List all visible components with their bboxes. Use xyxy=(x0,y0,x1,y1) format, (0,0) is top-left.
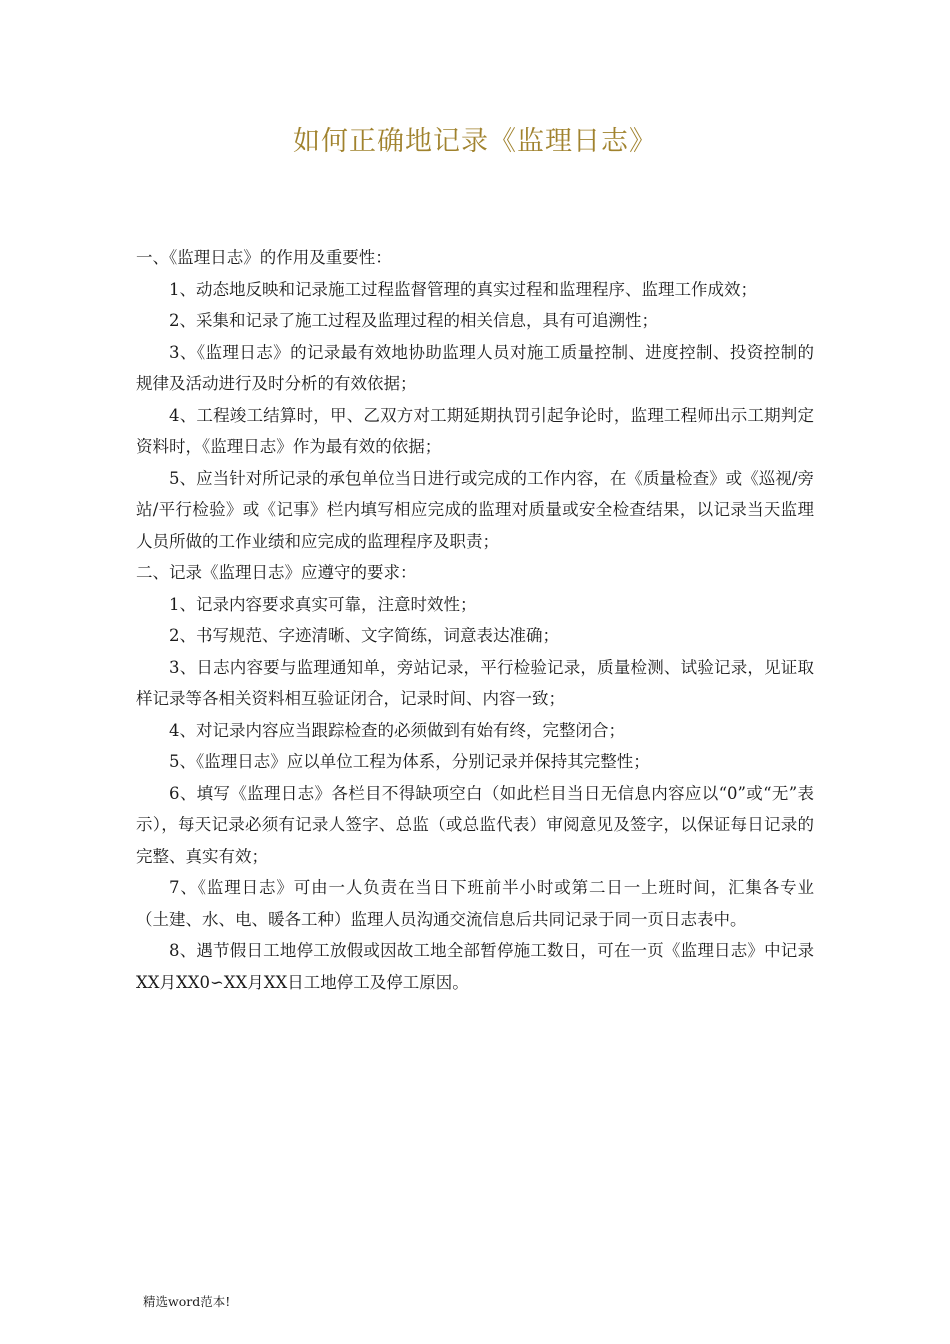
list-item: 3、日志内容要与监理通知单，旁站记录，平行检验记录，质量检测、试验记录，见证取样记录等各相关资料相互验证闭合，记录时间、内容一致； xyxy=(136,657,814,708)
page-title: 如何正确地记录《监理日志》 xyxy=(293,126,657,157)
list-item: 5、《监理日志》应以单位工程为体系，分别记录并保持其完整性； xyxy=(169,752,650,771)
section-heading: 二、记录《监理日志》应遵守的要求： xyxy=(136,563,417,582)
list-item: 1、动态地反映和记录施工过程监督管理的真实过程和监理程序、监理工作成效； xyxy=(169,279,757,299)
list-item: 3、《监理日志》的记录最有效地协助监理人员对施工质量控制、进度控制、投资控制的规律及活动进行及时分析的有效依据； xyxy=(136,342,814,393)
list-item: 7、《监理日志》可由一人负责在当日下班前半小时或第二日一上班时间，汇集各专业（土建、水、电、暖各工种）监理人员沟通交流信息后共同记录于同一页日志表中。 xyxy=(136,878,814,929)
list-item: 2、书写规范、字迹清晰、文字简练，词意表达准确； xyxy=(169,626,559,645)
section-heading: 一、《监理日志》的作用及重要性： xyxy=(136,248,392,267)
list-item: 2、采集和记录了施工过程及监理过程的相关信息，具有可追溯性； xyxy=(169,311,658,330)
page-footer: 精选word范本! xyxy=(143,1294,231,1309)
list-item: 1、记录内容要求真实可靠，注意时效性； xyxy=(169,594,477,614)
list-item: 6、填写《监理日志》各栏目不得缺项空白（如此栏目当日无信息内容应以“0”或“无”表示），每天记录必须有记录人签字、总监（或总监代表）审阅意见及签字，以保证每日记录的完整、真实有效； xyxy=(136,783,814,866)
document-body xyxy=(136,242,814,998)
list-item: 8、遇节假日工地停工放假或因故工地全部暂停施工数日，可在一页《监理日志》中记录XX月XX0∽XX月XX日工地停工及停工原因。 xyxy=(136,941,814,992)
list-item: 4、工程竣工结算时，甲、乙双方对工期延期执罚引起争论时，监理工程师出示工期判定资料时，《监理日志》作为最有效的依据； xyxy=(136,405,814,456)
list-item: 5、应当针对所记录的承包单位当日进行或完成的工作内容，在《质量检查》或《巡视/旁站/平行检验》或《记事》栏内填写相应完成的监理对质量或安全检查结果，以记录当天监理人员所做的工作业绩和应完成的监理程序及职责； xyxy=(136,468,814,551)
list-item: 4、对记录内容应当跟踪检查的必须做到有始有终，完整闭合； xyxy=(169,720,625,740)
